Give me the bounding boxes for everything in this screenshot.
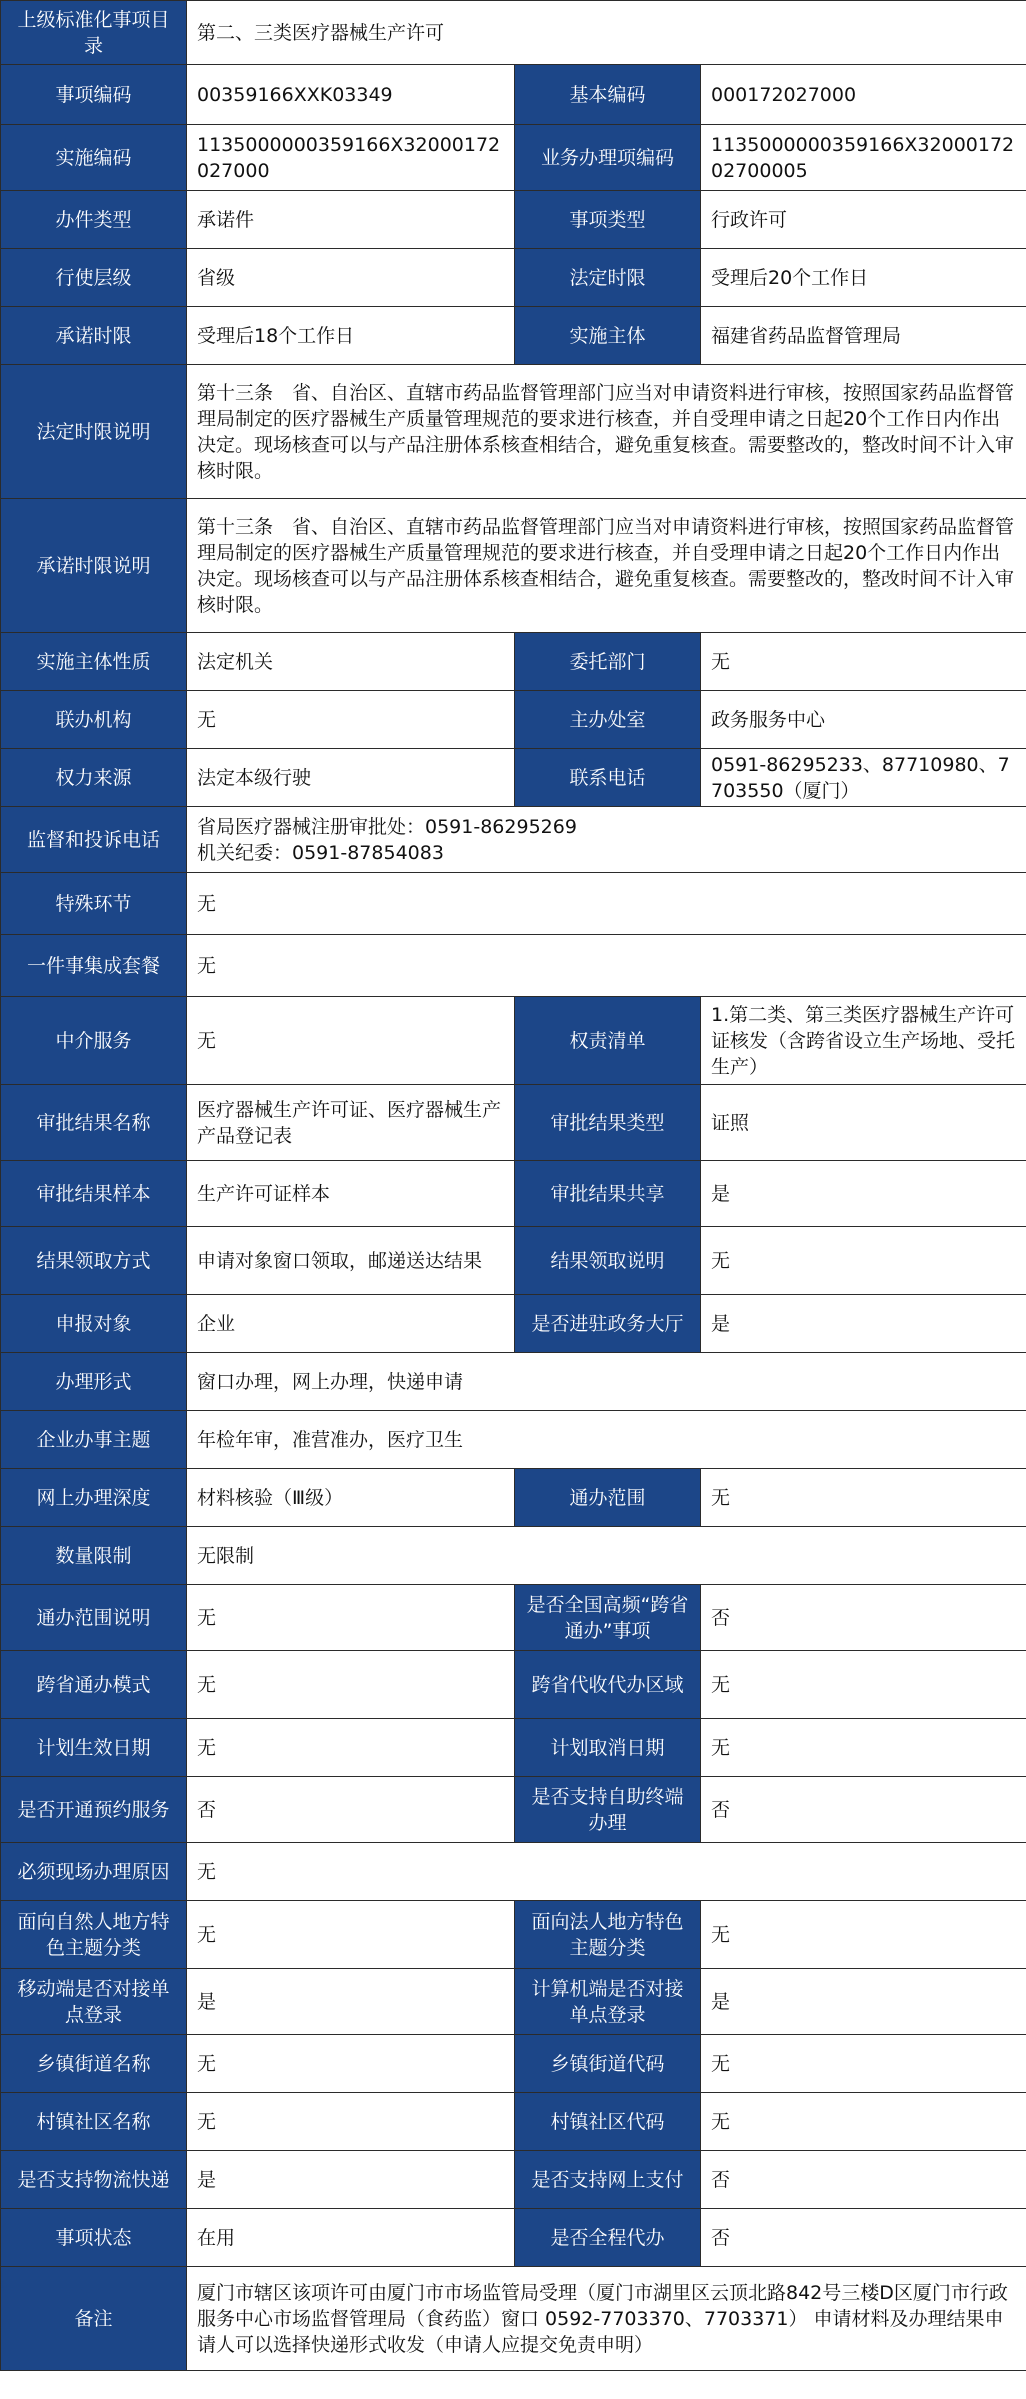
field-label: 是否支持网上支付 (515, 2151, 701, 2209)
field-value: 无 (187, 1585, 515, 1651)
field-value: 企业 (187, 1295, 515, 1353)
field-value: 1135000000359166X32000172027000 (187, 125, 515, 191)
table-row (1, 691, 1026, 749)
field-label: 联办机构 (1, 691, 187, 749)
field-value: 法定本级行驶 (187, 749, 515, 807)
field-value: 医疗器械生产许可证、医疗器械生产产品登记表 (187, 1085, 515, 1161)
field-value: 否 (187, 1777, 515, 1843)
field-value: 无 (187, 2093, 515, 2151)
field-value: 受理后18个工作日 (187, 307, 515, 365)
field-label: 是否支持自助终端办理 (515, 1777, 701, 1843)
table-row (1, 1161, 1026, 1227)
field-value: 无 (701, 1227, 1026, 1295)
table-row (1, 499, 1026, 633)
field-value: 无 (187, 1843, 1026, 1901)
field-value: 1135000000359166X3200017202700005 (701, 125, 1026, 191)
field-value: 政务服务中心 (701, 691, 1026, 749)
field-value: 第二、三类医疗器械生产许可 (187, 1, 1026, 65)
field-label: 是否全国高频“跨省通办”事项 (515, 1585, 701, 1651)
field-value: 承诺件 (187, 191, 515, 249)
field-label: 审批结果名称 (1, 1085, 187, 1161)
field-label: 网上办理深度 (1, 1469, 187, 1527)
table-row (1, 1901, 1026, 1969)
field-value: 窗口办理，网上办理，快递申请 (187, 1353, 1026, 1411)
field-label: 审批结果类型 (515, 1085, 701, 1161)
table-row (1, 1585, 1026, 1651)
field-value: 无 (187, 2035, 515, 2093)
field-label: 委托部门 (515, 633, 701, 691)
field-label: 一件事集成套餐 (1, 935, 187, 997)
field-label: 跨省代收代办区域 (515, 1651, 701, 1719)
field-value: 第十三条 省、自治区、直辖市药品监督管理部门应当对申请资料进行审核，按照国家药品监督管理局制定的医疗器械生产质量管理规范的要求进行核查，并自受理申请之日起20个工作日内作出决定。现场核查可以与产品注册体系核查相结合，避免重复核查。需要整改的，整改时间不计入审核时限。 (187, 499, 1026, 633)
field-value: 证照 (701, 1085, 1026, 1161)
field-label: 是否开通预约服务 (1, 1777, 187, 1843)
field-label: 监督和投诉电话 (1, 807, 187, 873)
table-row (1, 2209, 1026, 2267)
field-value: 行政许可 (701, 191, 1026, 249)
field-label: 是否进驻政务大厅 (515, 1295, 701, 1353)
field-value: 否 (701, 1777, 1026, 1843)
field-value: 受理后20个工作日 (701, 249, 1026, 307)
field-label: 备注 (1, 2267, 187, 2371)
field-value: 在用 (187, 2209, 515, 2267)
field-value: 无 (187, 1901, 515, 1969)
field-label: 移动端是否对接单点登录 (1, 1969, 187, 2035)
field-label: 事项编码 (1, 65, 187, 125)
table-row (1, 1969, 1026, 2035)
field-label: 申报对象 (1, 1295, 187, 1353)
field-label: 面向自然人地方特色主题分类 (1, 1901, 187, 1969)
field-value: 00359166XXK03349 (187, 65, 515, 125)
field-value: 无 (701, 633, 1026, 691)
table-row (1, 873, 1026, 935)
field-label: 计算机端是否对接单点登录 (515, 1969, 701, 2035)
field-value: 是 (701, 1969, 1026, 2035)
table-row (1, 1651, 1026, 1719)
field-value: 无 (187, 691, 515, 749)
field-label: 乡镇街道名称 (1, 2035, 187, 2093)
field-label: 结果领取说明 (515, 1227, 701, 1295)
field-label: 事项状态 (1, 2209, 187, 2267)
field-value: 是 (701, 1295, 1026, 1353)
field-value: 是 (187, 1969, 515, 2035)
table-row (1, 1469, 1026, 1527)
field-label: 实施主体性质 (1, 633, 187, 691)
table-row (1, 2035, 1026, 2093)
field-label: 是否全程代办 (515, 2209, 701, 2267)
field-label: 中介服务 (1, 997, 187, 1085)
table-row (1, 1843, 1026, 1901)
table-row (1, 1227, 1026, 1295)
field-label: 主办处室 (515, 691, 701, 749)
field-value: 无 (701, 2035, 1026, 2093)
table-row (1, 1085, 1026, 1161)
field-label: 法定时限说明 (1, 365, 187, 499)
field-label: 行使层级 (1, 249, 187, 307)
table-row (1, 1353, 1026, 1411)
field-label: 权责清单 (515, 997, 701, 1085)
field-value: 是 (187, 2151, 515, 2209)
field-label: 面向法人地方特色主题分类 (515, 1901, 701, 1969)
field-value: 否 (701, 1585, 1026, 1651)
field-label: 必须现场办理原因 (1, 1843, 187, 1901)
table-row (1, 633, 1026, 691)
field-value: 无 (187, 1719, 515, 1777)
field-label: 通办范围 (515, 1469, 701, 1527)
table-row (1, 1411, 1026, 1469)
table-row (1, 2267, 1026, 2371)
field-label: 事项类型 (515, 191, 701, 249)
table-row (1, 749, 1026, 807)
table-row (1, 1, 1026, 65)
field-value: 无 (701, 1469, 1026, 1527)
field-label: 承诺时限 (1, 307, 187, 365)
field-value: 否 (701, 2209, 1026, 2267)
field-value: 否 (701, 2151, 1026, 2209)
field-label: 实施主体 (515, 307, 701, 365)
field-value: 第十三条 省、自治区、直辖市药品监督管理部门应当对申请资料进行审核，按照国家药品监督管理局制定的医疗器械生产质量管理规范的要求进行核查，并自受理申请之日起20个工作日内作出决定。现场核查可以与产品注册体系核查相结合，避免重复核查。需要整改的，整改时间不计入审核时限。 (187, 365, 1026, 499)
field-label: 基本编码 (515, 65, 701, 125)
field-label: 村镇社区代码 (515, 2093, 701, 2151)
table-row (1, 249, 1026, 307)
table-row (1, 807, 1026, 873)
field-label: 业务办理项编码 (515, 125, 701, 191)
table-row (1, 1719, 1026, 1777)
field-value: 是 (701, 1161, 1026, 1227)
field-value: 材料核验（Ⅲ级） (187, 1469, 515, 1527)
field-value: 申请对象窗口领取，邮递送达结果 (187, 1227, 515, 1295)
field-value: 000172027000 (701, 65, 1026, 125)
field-label: 是否支持物流快递 (1, 2151, 187, 2209)
field-value: 无 (187, 997, 515, 1085)
table-row (1, 1777, 1026, 1843)
field-label: 结果领取方式 (1, 1227, 187, 1295)
field-value: 无 (701, 2093, 1026, 2151)
field-value: 1.第二类、第三类医疗器械生产许可证核发（含跨省设立生产场地、受托生产） (701, 997, 1026, 1085)
table-row (1, 125, 1026, 191)
table-row (1, 2151, 1026, 2209)
field-value: 无限制 (187, 1527, 1026, 1585)
table-row (1, 191, 1026, 249)
field-label: 法定时限 (515, 249, 701, 307)
field-value: 无 (187, 935, 1026, 997)
field-label: 数量限制 (1, 1527, 187, 1585)
field-label: 特殊环节 (1, 873, 187, 935)
field-value: 0591-86295233、87710980、7703550（厦门） (701, 749, 1026, 807)
field-label: 计划生效日期 (1, 1719, 187, 1777)
field-label: 承诺时限说明 (1, 499, 187, 633)
field-value: 无 (701, 1901, 1026, 1969)
field-label: 村镇社区名称 (1, 2093, 187, 2151)
field-value: 无 (701, 1651, 1026, 1719)
field-value: 年检年审，准营准办，医疗卫生 (187, 1411, 1026, 1469)
field-label: 企业办事主题 (1, 1411, 187, 1469)
field-label: 通办范围说明 (1, 1585, 187, 1651)
field-label: 实施编码 (1, 125, 187, 191)
table-row (1, 997, 1026, 1085)
field-value: 生产许可证样本 (187, 1161, 515, 1227)
field-value: 福建省药品监督管理局 (701, 307, 1026, 365)
field-label: 联系电话 (515, 749, 701, 807)
complaint-phone-line: 机关纪委：0591-87854083 (197, 841, 444, 864)
table-row (1, 1295, 1026, 1353)
table-row (1, 935, 1026, 997)
field-value (187, 807, 1026, 873)
remarks-value: 厦门市辖区该项许可由厦门市市场监管局受理（厦门市湖里区云顶北路842号三楼D区厦门市行政服务中心市场监督管理局（食药监）窗口 0592-7703370、7703371） 申请材料及办理结果申请人可以选择快递形式收发（申请人应提交免责申明） (187, 2267, 1026, 2371)
field-label: 乡镇街道代码 (515, 2035, 701, 2093)
field-label: 计划取消日期 (515, 1719, 701, 1777)
field-label: 审批结果样本 (1, 1161, 187, 1227)
field-value: 无 (187, 1651, 515, 1719)
field-label: 上级标准化事项目录 (1, 1, 187, 65)
field-label: 办理形式 (1, 1353, 187, 1411)
complaint-phone-line: 省局医疗器械注册审批处：0591-86295269 (197, 815, 577, 838)
table-row (1, 2093, 1026, 2151)
field-value: 法定机关 (187, 633, 515, 691)
field-label: 办件类型 (1, 191, 187, 249)
field-value: 无 (187, 873, 1026, 935)
field-label: 跨省通办模式 (1, 1651, 187, 1719)
table-row (1, 1527, 1026, 1585)
field-value: 省级 (187, 249, 515, 307)
field-label: 审批结果共享 (515, 1161, 701, 1227)
field-value: 无 (701, 1719, 1026, 1777)
field-label: 权力来源 (1, 749, 187, 807)
table-row (1, 65, 1026, 125)
table-row (1, 307, 1026, 365)
table-row (1, 365, 1026, 499)
